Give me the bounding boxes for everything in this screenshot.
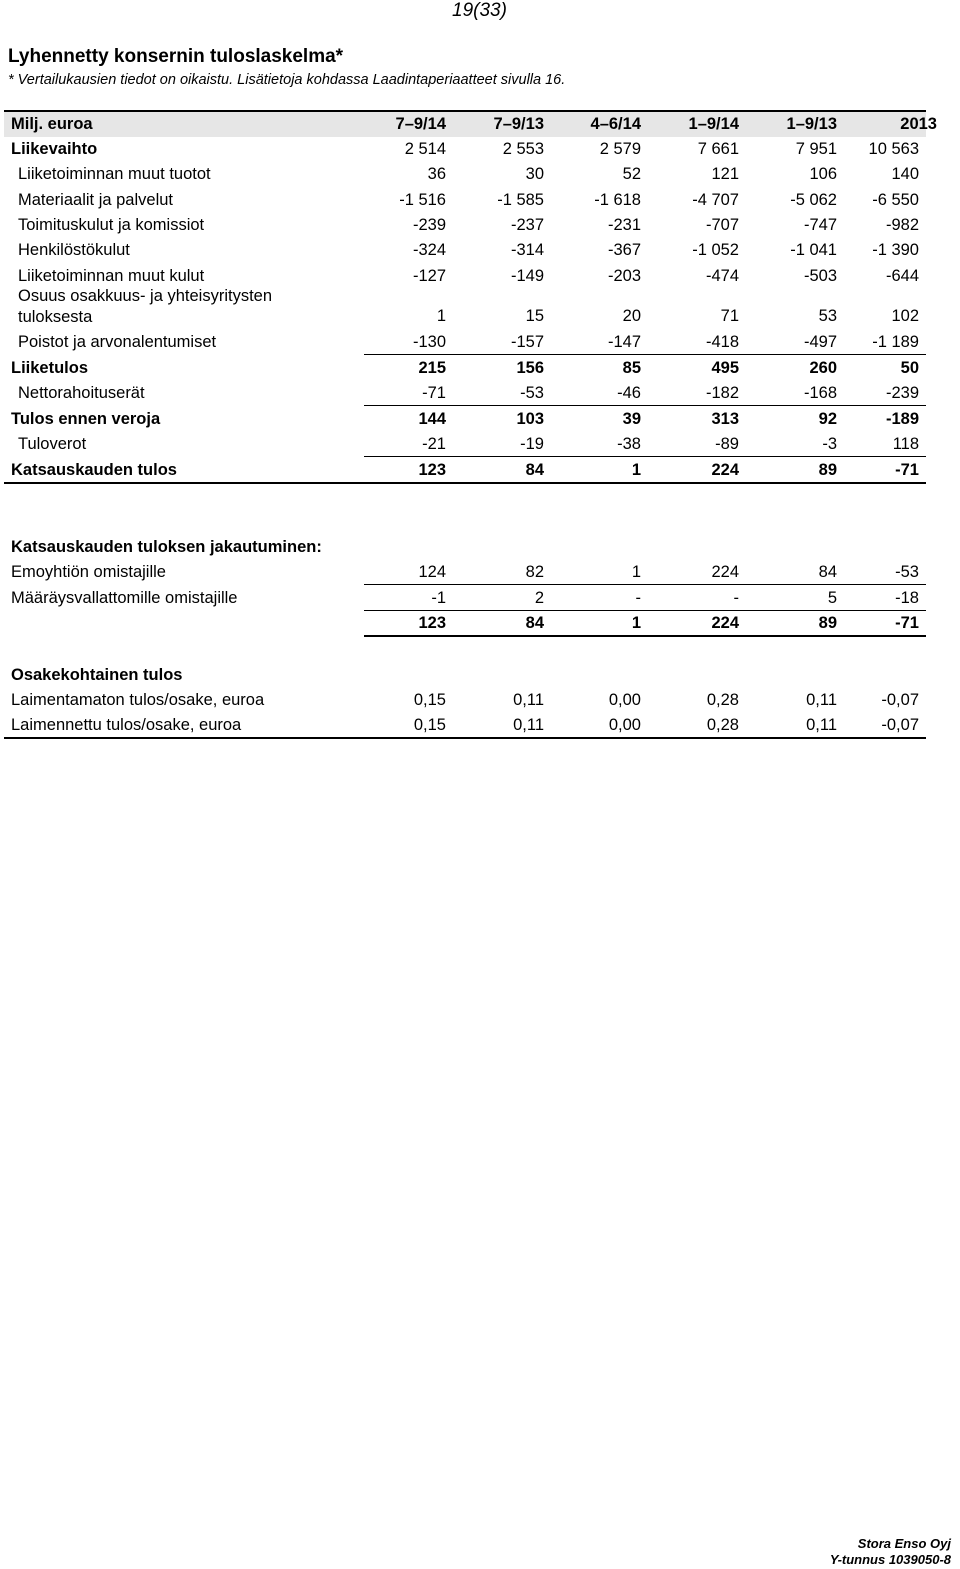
row-value: -3 bbox=[822, 435, 837, 453]
row-value: 118 bbox=[892, 435, 919, 453]
row-value: -71 bbox=[895, 461, 919, 479]
row-value: 0,11 bbox=[513, 716, 544, 734]
row-value: -982 bbox=[885, 216, 919, 234]
row-value: -1 189 bbox=[872, 333, 919, 351]
row-value: -239 bbox=[885, 384, 919, 402]
row-value: -324 bbox=[412, 241, 446, 259]
table-row bbox=[0, 611, 960, 636]
row-value: -19 bbox=[520, 435, 544, 453]
row-value: 7 661 bbox=[697, 140, 739, 158]
row-value: 106 bbox=[809, 165, 837, 183]
row-value: 102 bbox=[891, 307, 919, 325]
row-value: 0,00 bbox=[608, 691, 641, 709]
document-note: * Vertailukausien tiedot on oikaistu. Lisätietoja kohdassa Laadintaperiaatteet sivulla 16. bbox=[8, 72, 566, 88]
row-value: 0,11 bbox=[513, 691, 544, 709]
row-label: Liiketoiminnan muut kulut bbox=[18, 267, 205, 285]
table-row bbox=[0, 688, 960, 713]
row-label-line2: tuloksesta bbox=[18, 308, 93, 326]
row-value: -497 bbox=[803, 333, 837, 351]
row-underline bbox=[364, 354, 926, 355]
row-value: 84 bbox=[525, 461, 544, 479]
row-underline bbox=[364, 584, 926, 585]
row-value: 123 bbox=[418, 614, 446, 632]
row-value: 260 bbox=[809, 359, 837, 377]
header-col: 1–9/13 bbox=[786, 115, 837, 133]
row-value: 0,28 bbox=[706, 691, 739, 709]
row-value: 103 bbox=[516, 410, 544, 428]
row-value: 140 bbox=[891, 165, 919, 183]
header-col: 1–9/14 bbox=[688, 115, 739, 133]
row-value: -0,07 bbox=[881, 691, 919, 709]
row-value: 0,11 bbox=[806, 691, 837, 709]
row-underline bbox=[364, 456, 926, 457]
row-value: -1 390 bbox=[872, 241, 919, 259]
row-value: 52 bbox=[622, 165, 641, 183]
row-underline bbox=[364, 405, 926, 406]
row-value: 313 bbox=[711, 410, 739, 428]
row-value: 1 bbox=[631, 614, 641, 632]
row-label: Liiketulos bbox=[11, 359, 89, 377]
row-value: 89 bbox=[818, 461, 837, 479]
row-value: -71 bbox=[895, 614, 919, 632]
row-value: -147 bbox=[607, 333, 641, 351]
table-row bbox=[0, 330, 960, 355]
row-label: Liiketoiminnan muut tuotot bbox=[18, 165, 211, 183]
row-value: 215 bbox=[418, 359, 446, 377]
page-number: 19(33) bbox=[452, 0, 507, 21]
row-value: -1 516 bbox=[399, 191, 446, 209]
header-label: Milj. euroa bbox=[11, 115, 93, 133]
row-value: 2 bbox=[534, 589, 544, 607]
row-label-line1: Osuus osakkuus- ja yhteisyritysten bbox=[18, 287, 273, 305]
table-row bbox=[0, 713, 960, 738]
row-value: 39 bbox=[622, 410, 641, 428]
row-value: -1 618 bbox=[594, 191, 641, 209]
row-label: Katsauskauden tulos bbox=[11, 461, 177, 479]
row-value: -644 bbox=[885, 267, 919, 285]
row-value: 71 bbox=[720, 307, 739, 325]
table-row bbox=[0, 381, 960, 406]
row-value: 89 bbox=[818, 614, 837, 632]
table-row bbox=[0, 407, 960, 432]
row-label: Emoyhtiön omistajille bbox=[11, 563, 166, 581]
row-value: 0,11 bbox=[806, 716, 837, 734]
table-row bbox=[0, 286, 960, 330]
header-col: 4–6/14 bbox=[590, 115, 641, 133]
row-value: 20 bbox=[622, 307, 641, 325]
row-value: -189 bbox=[885, 410, 919, 428]
row-label: Laimennettu tulos/osake, euroa bbox=[11, 716, 242, 734]
row-value: 0,28 bbox=[706, 716, 739, 734]
row-value: 10 563 bbox=[868, 140, 919, 158]
row-value: -418 bbox=[705, 333, 739, 351]
row-value: 2 514 bbox=[404, 140, 446, 158]
row-value: -203 bbox=[607, 267, 641, 285]
row-label: Toimituskulut ja komissiot bbox=[18, 216, 205, 234]
row-value: - bbox=[733, 589, 739, 607]
table-row bbox=[0, 356, 960, 381]
row-value: -474 bbox=[705, 267, 739, 285]
row-value: 2 553 bbox=[502, 140, 544, 158]
row-value: - bbox=[635, 589, 641, 607]
row-value: -314 bbox=[510, 241, 544, 259]
row-value: 1 bbox=[631, 563, 641, 581]
eps-heading: Osakekohtainen tulos bbox=[11, 666, 183, 684]
row-label: Tuloverot bbox=[18, 435, 87, 453]
row-value: 144 bbox=[418, 410, 446, 428]
table-row bbox=[0, 188, 960, 213]
table-row bbox=[0, 432, 960, 457]
row-value: 0,15 bbox=[413, 716, 446, 734]
header-col: 7–9/14 bbox=[395, 115, 446, 133]
row-label: Määräysvallattomille omistajille bbox=[11, 589, 238, 607]
row-value: 5 bbox=[827, 589, 837, 607]
row-value: -0,07 bbox=[881, 716, 919, 734]
row-value: 15 bbox=[525, 307, 544, 325]
row-value: -38 bbox=[617, 435, 641, 453]
row-value: 53 bbox=[818, 307, 837, 325]
row-value: -1 585 bbox=[497, 191, 544, 209]
table-row bbox=[0, 162, 960, 187]
row-value: 0,15 bbox=[413, 691, 446, 709]
table-header-row bbox=[4, 112, 937, 137]
table-row bbox=[0, 238, 960, 263]
row-value: -231 bbox=[607, 216, 641, 234]
row-value: 85 bbox=[622, 359, 641, 377]
row-value: -1 052 bbox=[692, 241, 739, 259]
table-row bbox=[0, 458, 960, 483]
row-value: 92 bbox=[818, 410, 837, 428]
row-value: -707 bbox=[705, 216, 739, 234]
row-value: -237 bbox=[510, 216, 544, 234]
row-value: 121 bbox=[711, 165, 739, 183]
distribution-heading: Katsauskauden tuloksen jakautuminen: bbox=[11, 538, 322, 556]
row-value: -18 bbox=[895, 589, 919, 607]
section-heading bbox=[0, 535, 960, 560]
row-value: 2 579 bbox=[599, 140, 641, 158]
row-value: -5 062 bbox=[790, 191, 837, 209]
total-underline bbox=[364, 635, 926, 637]
row-value: 495 bbox=[711, 359, 739, 377]
row-value: 224 bbox=[711, 563, 739, 581]
row-value: 124 bbox=[418, 563, 446, 581]
header-col: 2013 bbox=[900, 115, 937, 133]
row-value: 1 bbox=[436, 307, 446, 325]
row-value: -1 041 bbox=[790, 241, 837, 259]
row-label: Materiaalit ja palvelut bbox=[18, 191, 173, 209]
row-value: -130 bbox=[412, 333, 446, 351]
table-row bbox=[0, 586, 960, 611]
row-value: 224 bbox=[711, 461, 739, 479]
row-value: -157 bbox=[510, 333, 544, 351]
row-label: Poistot ja arvonalentumiset bbox=[18, 333, 217, 351]
row-value: -71 bbox=[422, 384, 446, 402]
row-value: 84 bbox=[818, 563, 837, 581]
table-bottom-rule bbox=[4, 482, 926, 484]
row-value: -367 bbox=[607, 241, 641, 259]
row-value: 84 bbox=[525, 614, 544, 632]
row-value: -53 bbox=[520, 384, 544, 402]
row-value: -89 bbox=[715, 435, 739, 453]
row-value: -747 bbox=[803, 216, 837, 234]
row-value: 0,00 bbox=[608, 716, 641, 734]
table-row bbox=[0, 137, 960, 162]
row-label: Tulos ennen veroja bbox=[11, 410, 161, 428]
row-label: Nettorahoituserät bbox=[18, 384, 145, 402]
row-value: 123 bbox=[418, 461, 446, 479]
row-label: Liikevaihto bbox=[11, 140, 98, 158]
row-value: -1 bbox=[431, 589, 446, 607]
header-col: 7–9/13 bbox=[493, 115, 544, 133]
row-value: 82 bbox=[525, 563, 544, 581]
table-row bbox=[0, 560, 960, 585]
row-value: 50 bbox=[900, 359, 919, 377]
row-value: -53 bbox=[895, 563, 919, 581]
eps-bottom-rule bbox=[4, 737, 926, 739]
row-value: 30 bbox=[525, 165, 544, 183]
row-value: 36 bbox=[427, 165, 446, 183]
row-value: -21 bbox=[422, 435, 446, 453]
table-row bbox=[0, 213, 960, 238]
row-value: 7 951 bbox=[795, 140, 837, 158]
row-value: 224 bbox=[711, 614, 739, 632]
row-label: Laimentamaton tulos/osake, euroa bbox=[11, 691, 265, 709]
row-value: -149 bbox=[510, 267, 544, 285]
row-value: -6 550 bbox=[872, 191, 919, 209]
row-value: -239 bbox=[412, 216, 446, 234]
row-value: 1 bbox=[631, 461, 641, 479]
row-value: -168 bbox=[803, 384, 837, 402]
row-value: -182 bbox=[705, 384, 739, 402]
footer-company: Stora Enso Oyj bbox=[857, 1536, 951, 1551]
row-label: Henkilöstökulut bbox=[18, 241, 130, 259]
section-heading bbox=[0, 663, 960, 688]
footer-business-id: Y-tunnus 1039050-8 bbox=[829, 1552, 951, 1567]
row-value: -4 707 bbox=[692, 191, 739, 209]
row-value: -503 bbox=[803, 267, 837, 285]
document-title: Lyhennetty konsernin tuloslaskelma* bbox=[8, 46, 344, 67]
row-value: 156 bbox=[516, 359, 544, 377]
row-value: -46 bbox=[617, 384, 641, 402]
row-value: -127 bbox=[412, 267, 446, 285]
